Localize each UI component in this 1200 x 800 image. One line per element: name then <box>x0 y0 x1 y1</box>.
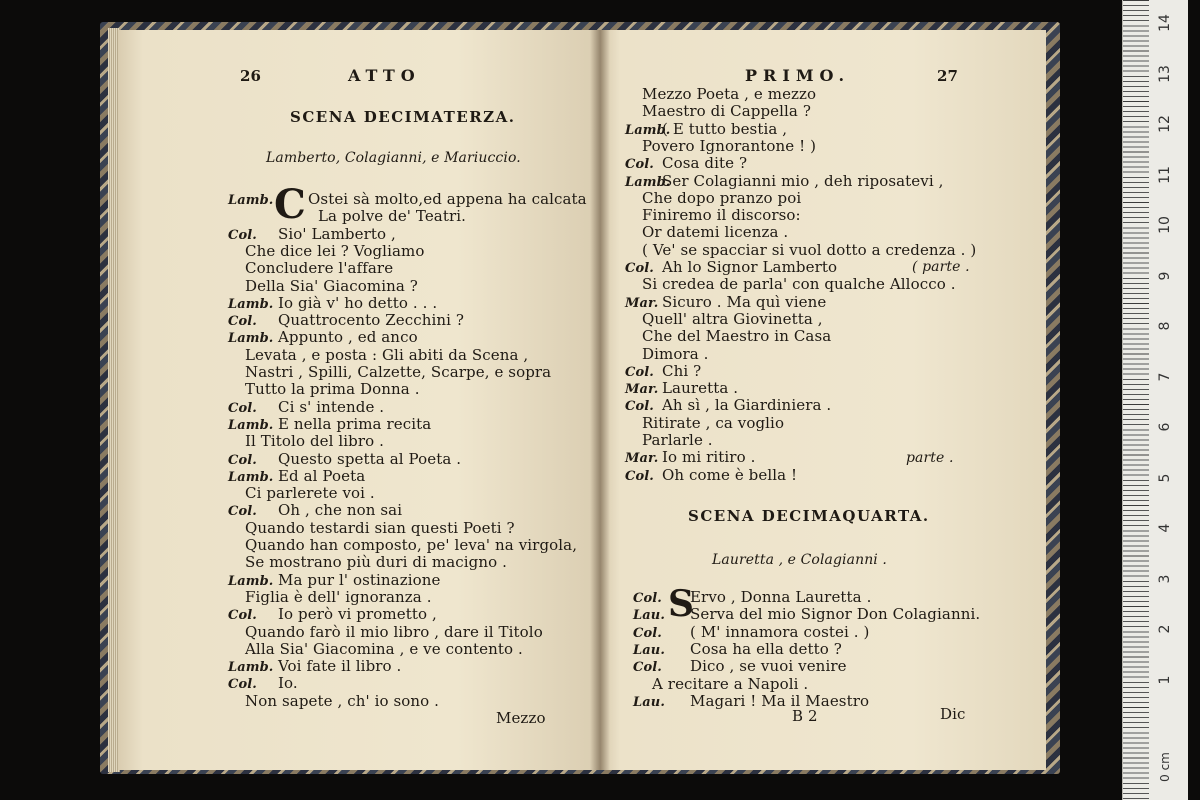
text-line: Parlarle . <box>642 431 713 449</box>
speaker-label: Col. <box>633 660 662 676</box>
ruler-number: 4 <box>1157 523 1173 533</box>
speaker-label: Lamb. <box>228 573 274 589</box>
text-line: Che dopo pranzo poi <box>642 188 802 207</box>
left-scene-title: SCENA DECIMATERZA. <box>290 108 516 126</box>
speaker-label: Col. <box>228 677 257 693</box>
text-line: Della Sia' Giacomina ? <box>245 276 418 295</box>
speaker-label: Col. <box>228 608 257 624</box>
text-line: Che del Maestro in Casa <box>642 327 832 346</box>
speaker-label: Lau. <box>633 694 665 710</box>
speaker-label: Lamb. <box>228 331 274 347</box>
ruler-number: 7 <box>1157 372 1173 381</box>
right-page <box>600 30 1046 770</box>
text-line: Ma pur l' ostinazione <box>278 570 441 589</box>
text-line: Io già v' ho detto . . . <box>278 293 438 312</box>
ruler-number: 6 <box>1157 422 1173 432</box>
speaker-label: Col. <box>625 364 654 380</box>
text-line: La polve de' Teatri. <box>318 207 467 226</box>
ruler-number: 14 <box>1157 14 1173 32</box>
speaker-label: Mar. <box>625 295 659 311</box>
ruler-number: 1 <box>1157 675 1173 684</box>
text-line: Nastri , Spilli, Calzette, Scarpe, e sopra <box>245 363 552 381</box>
text-line: Non sapete , ch' io sono . <box>245 691 440 710</box>
text-line: Io mi ritiro . <box>662 448 756 467</box>
text-line: Quando farò il mio libro , dare il Titolo <box>245 622 543 641</box>
text-line: Ed al Poeta <box>278 466 366 485</box>
speaker-label: Mar. <box>625 451 659 467</box>
text-line: E nella prima recita <box>278 414 432 433</box>
text-line: Ritirate , ca voglio <box>642 413 785 432</box>
text-line: A recitare a Napoli . <box>652 674 809 693</box>
ruler-number: 2 <box>1157 624 1173 634</box>
text-line: Sio' Lamberto , <box>278 224 396 243</box>
speaker-label: Lamb. <box>228 469 274 485</box>
speaker-label: Lamb. <box>228 660 274 676</box>
text-line: Levata , e posta : Gli abiti da Scena , <box>245 345 529 364</box>
ruler-number: 8 <box>1157 321 1173 331</box>
speaker-label: Lau. <box>633 608 665 624</box>
left-page-number: 26 <box>240 67 262 85</box>
ruler-number: 3 <box>1157 574 1173 583</box>
ruler-number: 13 <box>1157 64 1173 83</box>
right-drop-cap: S <box>668 583 694 625</box>
stage-direction-parte-1: ( parte . <box>912 259 970 275</box>
speaker-label: Col. <box>228 452 257 468</box>
text-line: Chi ? <box>662 361 702 380</box>
right-catchword: Dic <box>940 705 966 723</box>
ruler-number: 9 <box>1157 271 1173 280</box>
stage-direction-parte-2: parte . <box>906 450 954 466</box>
speaker-label: Lamb. <box>625 174 671 190</box>
text-line: Questo spetta al Poeta . <box>278 449 462 468</box>
text-line: Dimora . <box>642 344 709 363</box>
speaker-label: Col. <box>633 591 662 606</box>
speaker-label: Lamb. <box>228 296 274 312</box>
text-line: Cosa ha ella detto ? <box>690 639 842 658</box>
text-line: Povero Ignorantone ! ) <box>642 136 817 155</box>
text-line: Quattrocento Zecchini ? <box>278 311 465 330</box>
text-line: Tutto la prima Donna . <box>245 380 420 399</box>
right-page-number: 27 <box>937 67 959 85</box>
text-line: Voi fate il libro . <box>278 657 402 676</box>
text-line: Oh come è bella ! <box>662 465 798 484</box>
text-line: Ci s' intende . <box>278 397 385 416</box>
text-line: Magari ! Ma il Maestro <box>690 691 870 710</box>
text-line: Lauretta . <box>662 379 739 398</box>
measurement-ruler <box>1122 0 1188 800</box>
text-line: Il Titolo del libro . <box>245 432 385 451</box>
ruler-number: 5 <box>1157 473 1173 482</box>
speaker-label: Col. <box>633 625 662 641</box>
ruler-number: 10 <box>1157 216 1173 234</box>
text-line: ( E tutto bestia , <box>662 119 788 138</box>
text-line: Ah sì , la Giardiniera . <box>662 396 832 415</box>
text-line: Or datemi licenza . <box>642 223 789 242</box>
speaker-label: Lamb. <box>625 122 671 138</box>
right-running-head: PRIMO. <box>745 66 851 85</box>
left-catchword: Mezzo <box>496 709 546 727</box>
book-gutter <box>590 30 610 770</box>
speaker-label: Col. <box>228 400 257 416</box>
text-line: Quando testardi sian questi Poeti ? <box>245 518 515 537</box>
signature-mark: B 2 <box>792 707 818 725</box>
text-line: Maestro di Cappella ? <box>642 102 811 121</box>
speaker-label: Col. <box>228 227 257 243</box>
ruler-unit-label: 0 cm <box>1157 752 1172 782</box>
text-line: Quando han composto, pe' leva' na virgola, <box>245 536 578 554</box>
text-line: Ser Colagianni mio , deh riposatevi , <box>662 171 944 190</box>
right-cast-list: Lauretta , e Colagianni . <box>712 552 887 568</box>
text-line: Alla Sia' Giacomina , e ve contento . <box>245 639 523 658</box>
left-drop-cap: C <box>274 181 306 228</box>
text-line: Ci parlerete voi . <box>245 484 375 503</box>
text-line: Sicuro . Ma quì viene <box>662 292 827 311</box>
text-line: Ervo , Donna Lauretta . <box>690 588 872 606</box>
text-line: Dico , se vuoi venire <box>690 657 847 676</box>
left-page <box>118 30 602 770</box>
ruler-ticks <box>1123 0 1149 800</box>
text-line: Io però vi prometto , <box>278 605 437 624</box>
text-line: Appunto , ed anco <box>278 328 418 347</box>
text-line: Se mostrano più duri di macigno . <box>245 553 507 572</box>
text-line: Ah lo Signor Lamberto <box>662 258 838 276</box>
text-line: Io. <box>278 674 298 693</box>
text-line: Mezzo Poeta , e mezzo <box>642 85 817 103</box>
text-line: Serva del mio Signor Don Colagianni. <box>690 605 981 624</box>
left-running-head: ATTO <box>348 66 421 85</box>
speaker-label: Lau. <box>633 642 665 658</box>
speaker-label: Col. <box>625 261 654 276</box>
speaker-label: Col. <box>625 157 654 173</box>
speaker-label: Lamb. <box>228 417 274 433</box>
speaker-label: Col. <box>228 314 257 330</box>
text-line: Concludere l'affare <box>245 259 394 278</box>
speaker-label: Col. <box>228 504 257 520</box>
text-line: Oh , che non sai <box>278 501 403 520</box>
left-cast-list: Lamberto, Colagianni, e Mariuccio. <box>266 150 521 166</box>
text-line: ( M' innamora costei . ) <box>690 622 870 641</box>
text-line: Quell' altra Giovinetta , <box>642 309 823 328</box>
right-scene-title: SCENA DECIMAQUARTA. <box>688 507 930 525</box>
text-line: Figlia è dell' ignoranza . <box>245 587 432 606</box>
speaker-label: Col. <box>625 399 654 415</box>
speaker-label: Mar. <box>625 382 659 398</box>
speaker-label: Lamb. <box>228 193 274 208</box>
text-line: Cosa dite ? <box>662 154 748 173</box>
text-line: Ostei sà molto,ed appena ha calcata <box>308 190 587 208</box>
text-line: Si credea de parla' con qualche Allocco . <box>642 275 956 294</box>
ruler-number: 11 <box>1157 165 1173 184</box>
text-line: ( Ve' se spacciar si vuol dotto a credenza . ) <box>642 240 977 259</box>
ruler-number: 12 <box>1157 115 1173 133</box>
text-line: Finiremo il discorso: <box>642 206 801 225</box>
text-line: Che dice lei ? Vogliamo <box>245 241 425 260</box>
speaker-label: Col. <box>625 468 654 484</box>
